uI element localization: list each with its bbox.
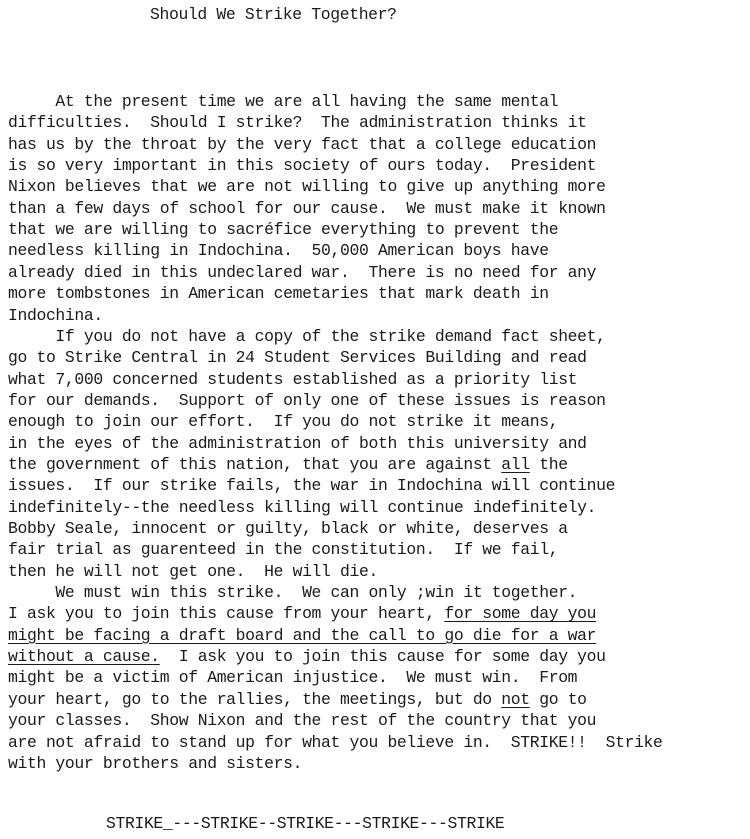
text-segment: is so very important in this society of ours today. President bbox=[8, 156, 597, 176]
text-line bbox=[8, 112, 587, 133]
text-segment: than a few days of school for our cause. We must make it known bbox=[8, 198, 606, 218]
text-line bbox=[8, 710, 596, 731]
text-segment: your heart, go to the rallies, the meetings, but do bbox=[8, 689, 502, 709]
text-line bbox=[8, 262, 596, 283]
text-line bbox=[8, 561, 378, 582]
text-segment: the government of this nation, that you are against bbox=[8, 454, 502, 474]
text-line bbox=[8, 326, 606, 347]
text-line bbox=[8, 603, 596, 624]
text-line bbox=[8, 240, 549, 261]
text-line bbox=[8, 283, 549, 304]
closing-line: STRIKE_---STRIKE--STRIKE---STRIKE---STRIKE bbox=[106, 814, 505, 833]
text-segment: issues. If our strike fails, the war in Indochina will continue bbox=[8, 476, 616, 496]
text-segment: might be a victim of American injustice. We must win. From bbox=[8, 668, 578, 688]
text-segment: more tombstones in American cemetaries that mark death in bbox=[8, 284, 549, 304]
text-line bbox=[8, 625, 596, 646]
text-segment: what 7,000 concerned students established as a priority list bbox=[8, 369, 578, 389]
underlined-text: all bbox=[501, 454, 530, 474]
text-line bbox=[8, 539, 558, 560]
text-segment: go to bbox=[529, 689, 587, 709]
text-line bbox=[8, 219, 558, 240]
text-segment: Nixon believes that we are not willing to give up anything more bbox=[8, 177, 606, 197]
text-segment: then he will not get one. He will die. bbox=[8, 561, 378, 581]
text-segment: fair trial as guarenteed in the constitution. If we fail, bbox=[8, 540, 559, 560]
text-line bbox=[8, 155, 596, 176]
text-line bbox=[8, 582, 577, 603]
text-line bbox=[8, 497, 596, 518]
text-segment: has us by the throat by the very fact that a college education bbox=[8, 134, 597, 154]
text-line bbox=[8, 667, 577, 688]
text-segment: are not afraid to stand up for what you believe in. STRIKE!! Strike bbox=[8, 732, 663, 752]
text-segment: indefinitely--the needless killing will continue indefinitely. bbox=[8, 497, 597, 517]
text-line bbox=[8, 369, 577, 390]
text-segment: your classes. Show Nixon and the rest of the country that you bbox=[8, 711, 597, 731]
text-segment: that we are willing to sacréfice everything to prevent the bbox=[8, 220, 559, 240]
text-segment: I ask you to join this cause from your heart, bbox=[8, 604, 445, 624]
text-segment: At the present time we are all having the same mental bbox=[8, 92, 559, 111]
text-line bbox=[8, 689, 587, 710]
text-segment: needless killing in Indochina. 50,000 American boys have bbox=[8, 241, 549, 261]
text-line bbox=[8, 411, 558, 432]
text-line bbox=[8, 454, 568, 475]
underlined-text: for some day you bbox=[444, 604, 597, 624]
text-line bbox=[8, 732, 663, 753]
text-line bbox=[8, 347, 587, 368]
text-segment: Indochina. bbox=[8, 305, 103, 325]
text-segment: Bobby Seale, innocent or guilty, black or white, deserves a bbox=[8, 519, 568, 538]
underlined-text: without a cause. bbox=[8, 647, 160, 667]
text-segment: If you do not have a copy of the strike demand fact sheet, bbox=[8, 326, 606, 346]
text-segment: enough to join our effort. If you do not strike it means, bbox=[8, 412, 559, 432]
text-line bbox=[8, 176, 606, 197]
text-segment: for our demands. Support of only one of these issues is reason bbox=[8, 390, 606, 410]
text-line bbox=[8, 198, 606, 219]
text-line bbox=[8, 753, 302, 774]
text-segment: with your brothers and sisters. bbox=[8, 753, 303, 773]
text-segment: already died in this undeclared war. There is no need for any bbox=[8, 262, 597, 282]
underlined-text: might be facing a draft board and the call to go die for a war bbox=[8, 625, 597, 645]
text-line bbox=[8, 390, 606, 411]
text-segment: I ask you to join this cause for some day you bbox=[159, 647, 606, 667]
text-segment: We must win this strike. We can only ;win it together. bbox=[8, 583, 578, 603]
text-line bbox=[8, 433, 587, 454]
text-line bbox=[8, 518, 568, 539]
text-segment: go to Strike Central in 24 Student Services Building and read bbox=[8, 348, 587, 368]
text-line bbox=[8, 475, 615, 496]
text-line bbox=[8, 91, 558, 112]
document-title: Should We Strike Together? bbox=[150, 5, 397, 24]
text-segment: the bbox=[529, 454, 568, 474]
text-segment: in the eyes of the administration of both this university and bbox=[8, 433, 587, 453]
underlined-text: not bbox=[501, 689, 530, 709]
text-segment: difficulties. Should I strike? The administration thinks it bbox=[8, 113, 587, 133]
text-line bbox=[8, 646, 606, 667]
text-line bbox=[8, 305, 103, 326]
text-line bbox=[8, 134, 596, 155]
